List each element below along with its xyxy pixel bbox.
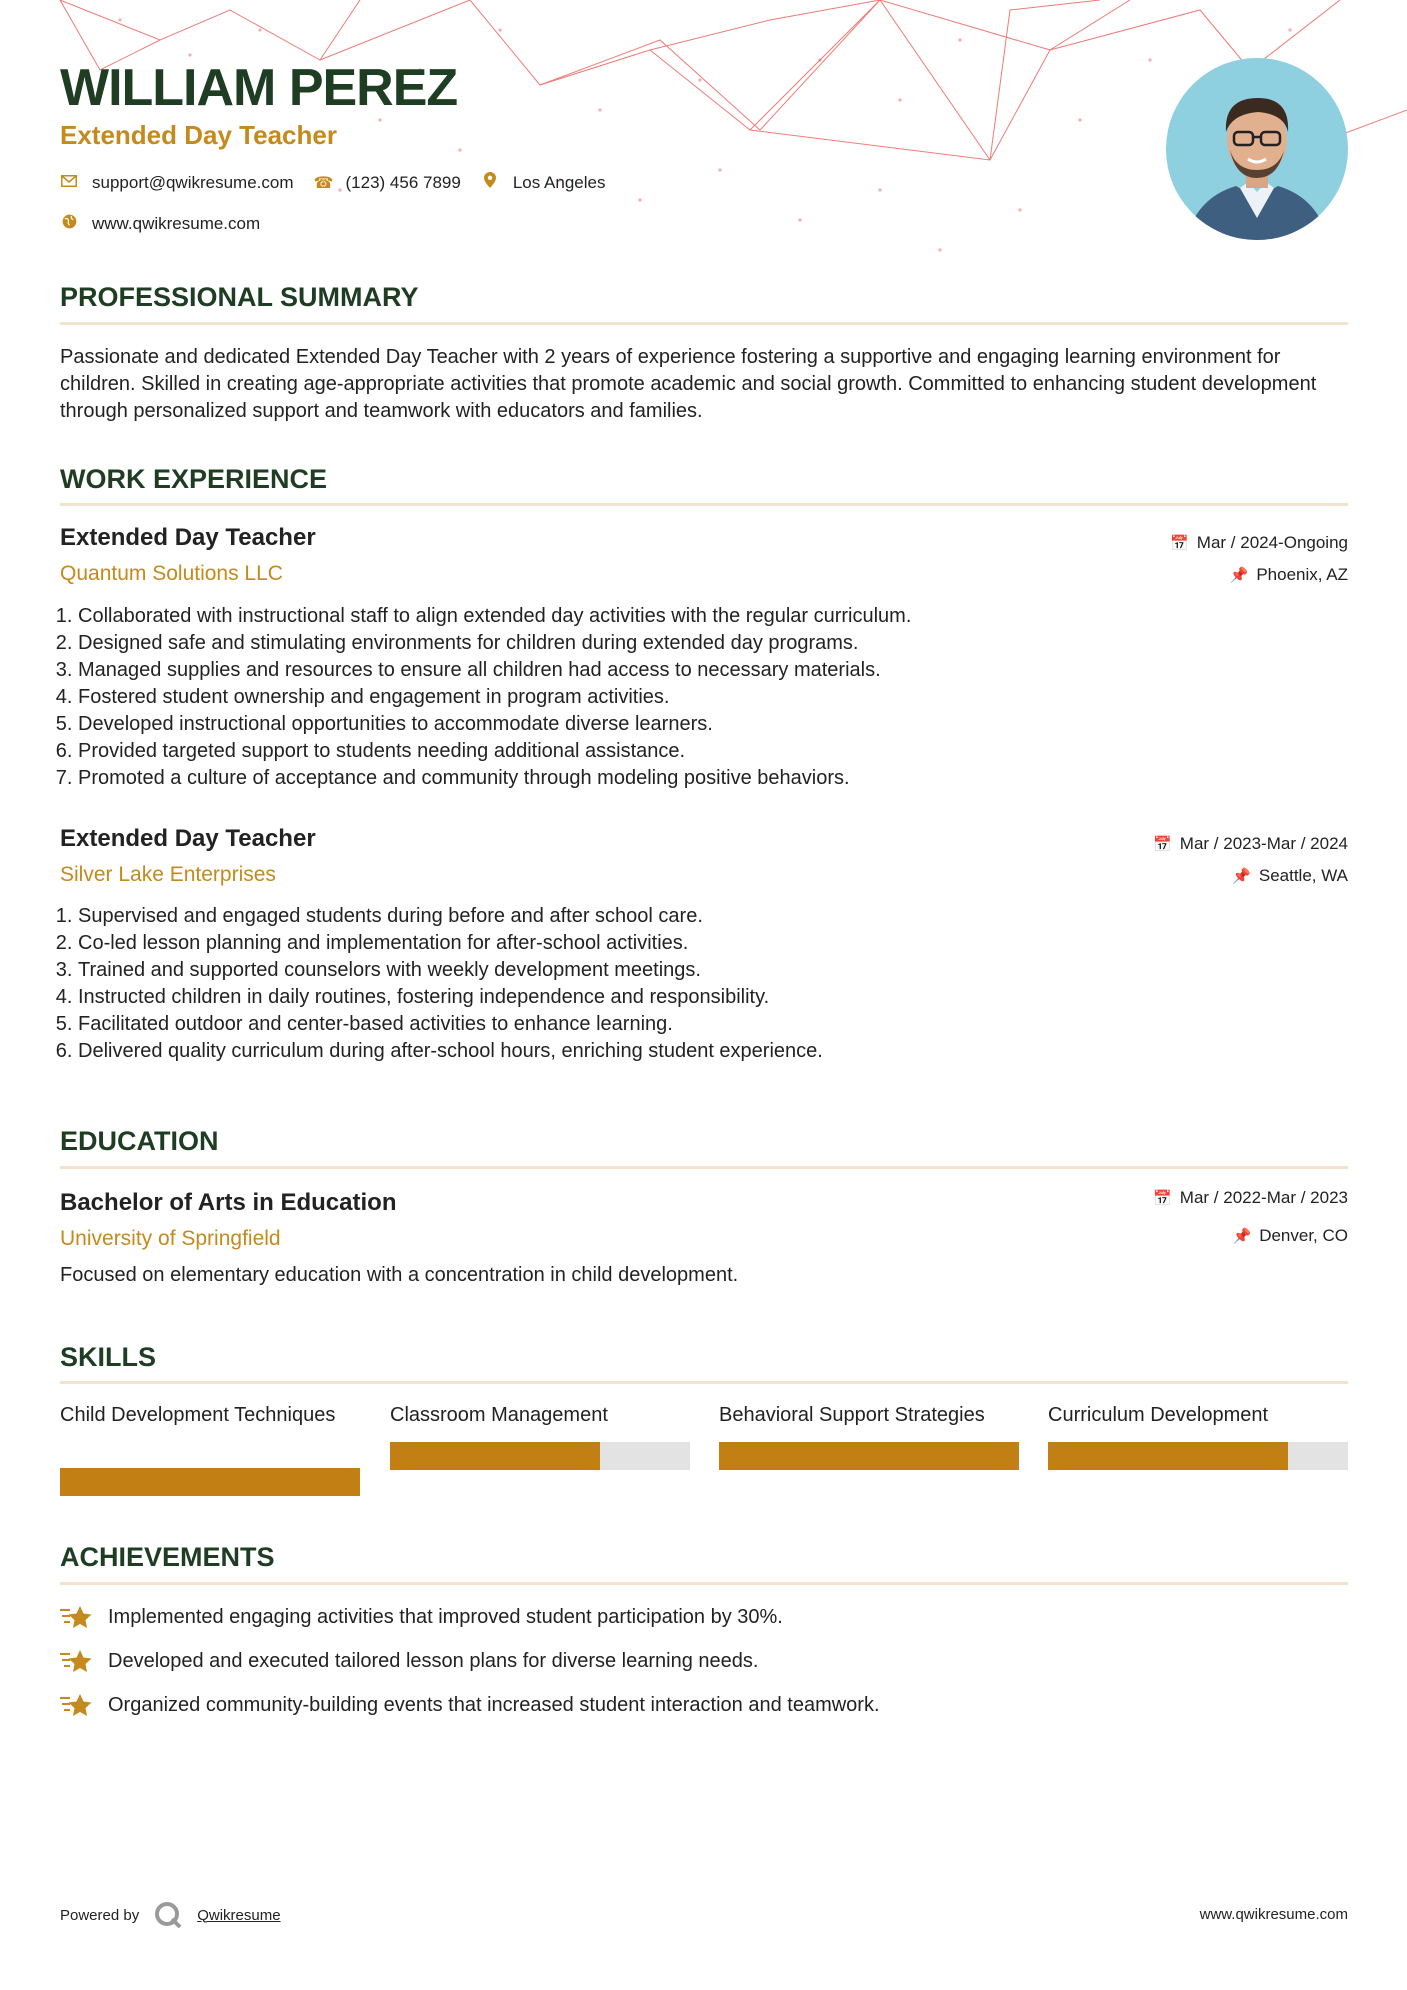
- calendar-icon: 📅: [1153, 836, 1172, 853]
- skill-item: [719, 1402, 1019, 1429]
- profile-photo: [1166, 58, 1348, 240]
- list-item: 3. Managed supplies and resources to ensure all children had access to necessary materials.: [78, 657, 911, 684]
- footer-website[interactable]: www.qwikresume.com: [1199, 1906, 1348, 1923]
- skill-level-fill: [390, 1442, 600, 1470]
- globe-icon: [60, 214, 78, 234]
- section-divider: [60, 1166, 1348, 1169]
- section-title-experience: WORK EXPERIENCE: [60, 464, 328, 494]
- skill-label: Behavioral Support Strategies: [719, 1404, 985, 1426]
- skill-item: [390, 1402, 690, 1429]
- contact-row-primary: [60, 172, 605, 193]
- section-divider: [60, 503, 1348, 506]
- section-title-education: EDUCATION: [60, 1126, 219, 1156]
- star-icon: [60, 1692, 92, 1718]
- calendar-icon: 📅: [1153, 1190, 1172, 1207]
- skill-item: [1048, 1402, 1348, 1429]
- qwikresume-logo-icon: [153, 1900, 183, 1930]
- achievement-text: Organized community-building events that increased student interaction and teamwork.: [108, 1693, 880, 1716]
- star-icon: [60, 1648, 92, 1674]
- list-item: 7. Promoted a culture of acceptance and community through modeling positive behaviors.: [78, 765, 911, 792]
- job-role: Extended Day Teacher: [60, 825, 316, 852]
- education-dates: [1153, 1188, 1348, 1208]
- envelope-icon: [60, 174, 78, 192]
- skill-label: Curriculum Development: [1048, 1404, 1269, 1426]
- job-dates: [1170, 533, 1348, 553]
- achievement-item: [60, 1604, 783, 1630]
- section-title-summary: PROFESSIONAL SUMMARY: [60, 282, 419, 312]
- achievement-item: [60, 1648, 758, 1674]
- job-dates-text: Mar / 2023-Mar / 2024: [1179, 834, 1348, 853]
- achievement-text: Implemented engaging activities that improved student participation by 30%.: [108, 1605, 783, 1628]
- list-item: 4. Fostered student ownership and engagement in program activities.: [78, 684, 911, 711]
- section-title-achievements: ACHIEVEMENTS: [60, 1542, 275, 1572]
- section-divider: [60, 1582, 1348, 1585]
- list-item: 2. Co-led lesson planning and implementation for after-school activities.: [78, 930, 823, 957]
- contact-phone[interactable]: (123) 456 7899: [345, 172, 461, 192]
- pushpin-icon: 📌: [1232, 868, 1251, 885]
- list-item: 5. Facilitated outdoor and center-based activities to enhance learning.: [78, 1011, 823, 1038]
- job-dates: [1153, 834, 1348, 854]
- skill-item: [60, 1402, 360, 1429]
- skill-label: Classroom Management: [390, 1404, 608, 1426]
- star-icon: [60, 1604, 92, 1630]
- skill-level-fill: [60, 1468, 360, 1496]
- achievement-item: [60, 1692, 880, 1718]
- education-description: Focused on elementary education with a concentration in child development.: [60, 1264, 739, 1286]
- contact-location: Los Angeles: [512, 172, 606, 192]
- footer-brand-link[interactable]: Qwikresume: [197, 1906, 281, 1924]
- skill-level-bar: [1048, 1442, 1348, 1470]
- skill-level-bar: [60, 1468, 360, 1496]
- job-location: [1230, 565, 1348, 585]
- list-item: 1. Collaborated with instructional staff to align extended day activities with the regular curriculum.: [78, 603, 911, 630]
- skill-level-bar: [719, 1442, 1019, 1470]
- job-dates-text: Mar / 2024-Ongoing: [1196, 533, 1348, 552]
- list-item: 2. Designed safe and stimulating environments for children during extended day programs.: [78, 630, 911, 657]
- pushpin-icon: 📌: [1229, 567, 1249, 584]
- skill-level-fill: [1048, 1442, 1288, 1470]
- map-pin-icon: [481, 172, 499, 193]
- skill-label: Child Development Techniques: [60, 1404, 336, 1426]
- job-role: Extended Day Teacher: [60, 524, 316, 551]
- list-item: 1. Supervised and engaged students during before and after school care.: [78, 903, 823, 930]
- list-item: 5. Developed instructional opportunities to accommodate diverse learners.: [78, 711, 911, 738]
- contact-row-secondary: [60, 214, 260, 234]
- list-item: 6. Provided targeted support to students needing additional assistance.: [78, 738, 911, 765]
- education-degree: Bachelor of Arts in Education: [60, 1189, 397, 1216]
- section-divider: [60, 1381, 1348, 1384]
- list-item: 6. Delivered quality curriculum during after-school hours, enriching student experience.: [78, 1038, 823, 1065]
- education-dates-text: Mar / 2022-Mar / 2023: [1179, 1188, 1348, 1207]
- job-company: Quantum Solutions LLC: [60, 562, 283, 585]
- contact-email[interactable]: support@qwikresume.com: [92, 172, 294, 192]
- job-company: Silver Lake Enterprises: [60, 863, 276, 886]
- contact-website[interactable]: www.qwikresume.com: [92, 214, 261, 233]
- pushpin-icon: 📌: [1232, 1228, 1252, 1245]
- skill-level-bar: [390, 1442, 690, 1470]
- section-title-skills: SKILLS: [60, 1342, 157, 1372]
- skill-level-fill: [719, 1442, 1019, 1470]
- job-location-text: Phoenix, AZ: [1256, 565, 1348, 584]
- candidate-name: WILLIAM PEREZ: [60, 59, 458, 117]
- achievement-text: Developed and executed tailored lesson plans for diverse learning needs.: [108, 1649, 759, 1672]
- list-item: 3. Trained and supported counselors with weekly development meetings.: [78, 957, 823, 984]
- calendar-icon: 📅: [1170, 535, 1189, 552]
- footer-powered-by: [60, 1900, 281, 1930]
- section-divider: [60, 322, 1348, 325]
- summary-text: Passionate and dedicated Extended Day Teacher with 2 years of experience fostering a supportive and engaging learning environment for children. Skilled in creating age-appropriate activities that promote academic and social growth. Committed to enhancing student development through personalized support and teamwork with educators and families.: [60, 346, 1317, 422]
- list-item: 4. Instructed children in daily routines, fostering independence and responsibility.: [78, 984, 823, 1011]
- job-bullet-list: [52, 603, 911, 792]
- job-location: [1232, 866, 1348, 886]
- job-bullet-list: [52, 903, 823, 1065]
- phone-icon: ☎: [313, 174, 334, 192]
- education-location: [1233, 1226, 1349, 1246]
- powered-by-label: Powered by: [60, 1906, 140, 1924]
- job-location-text: Seattle, WA: [1258, 866, 1348, 885]
- education-school: University of Springfield: [60, 1227, 281, 1250]
- candidate-title: Extended Day Teacher: [60, 120, 337, 150]
- education-location-text: Denver, CO: [1259, 1226, 1348, 1245]
